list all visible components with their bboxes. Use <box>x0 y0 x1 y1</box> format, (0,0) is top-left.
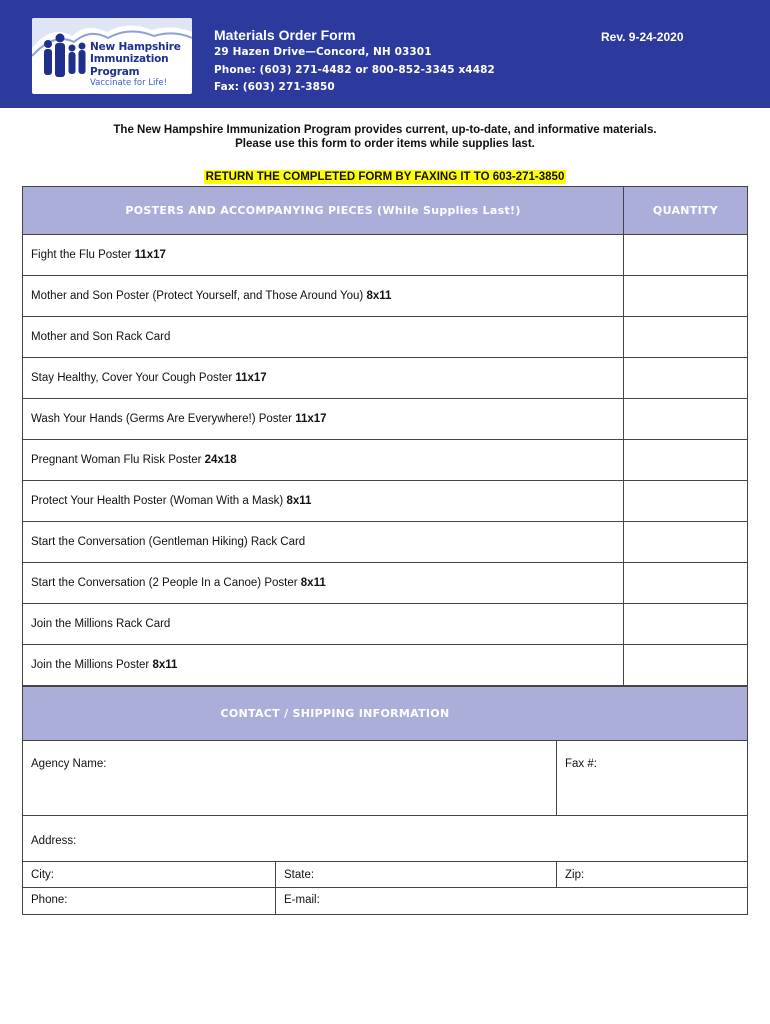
product-row <box>23 440 748 481</box>
product-row <box>23 235 748 276</box>
zip-label: Zip: <box>565 869 585 881</box>
product-name: Join the Millions Poster <box>31 659 150 671</box>
return-notice-wrap <box>0 167 770 185</box>
product-size: 8x11 <box>300 577 326 589</box>
product-row <box>23 317 748 358</box>
quantity-field[interactable] <box>624 604 748 645</box>
product-row <box>23 522 748 563</box>
product-row <box>23 645 748 686</box>
product-name: Mother and Son Poster (Protect Yourself, and Those Around You) <box>31 290 364 302</box>
product-item-cell <box>23 235 624 276</box>
product-item-cell <box>23 317 624 358</box>
quantity-field[interactable] <box>624 481 748 522</box>
products-column-header: POSTERS AND ACCOMPANYING PIECES (While Supplies Last!) <box>23 187 624 235</box>
product-row <box>23 563 748 604</box>
logo-name-line2: Immunization <box>90 53 169 65</box>
quantity-field[interactable] <box>624 563 748 604</box>
product-name: Pregnant Woman Flu Risk Poster <box>31 454 202 466</box>
product-row <box>23 358 748 399</box>
address-row <box>23 816 748 862</box>
intro-line-2: Please use this form to order items while supplies last. <box>235 138 535 150</box>
product-row <box>23 604 748 645</box>
header-band <box>0 0 770 108</box>
intro-line-1: The New Hampshire Immunization Program provides current, up-to-date, and informative materials. <box>113 124 657 136</box>
contact-section-header: CONTACT / SHIPPING INFORMATION <box>23 687 748 741</box>
city-row <box>23 862 748 888</box>
program-address: 29 Hazen Drive—Concord, NH 03301 <box>214 46 432 58</box>
product-item-cell <box>23 645 624 686</box>
product-item-cell <box>23 440 624 481</box>
product-row <box>23 481 748 522</box>
product-item-cell <box>23 399 624 440</box>
logo-name-line1: New Hampshire <box>90 41 181 53</box>
quantity-field[interactable] <box>624 440 748 481</box>
form-title: Materials Order Form <box>214 27 356 43</box>
product-size: 11x17 <box>295 413 327 425</box>
return-notice: RETURN THE COMPLETED FORM BY FAXING IT TO 603-271-3850 <box>205 171 565 183</box>
fax-field[interactable] <box>557 741 748 816</box>
product-item-cell <box>23 604 624 645</box>
quantity-field[interactable] <box>624 317 748 358</box>
fax-label: Fax #: <box>565 758 597 770</box>
product-name: Wash Your Hands (Germs Are Everywhere!) Poster <box>31 413 292 425</box>
quantity-field[interactable] <box>624 276 748 317</box>
logo-tagline: Vaccinate for Life! <box>90 78 168 88</box>
agency-row <box>23 741 748 816</box>
revision-date: Rev. 9-24-2020 <box>601 30 684 44</box>
product-size: 24x18 <box>204 454 237 466</box>
product-name: Start the Conversation (Gentleman Hiking) Rack Card <box>31 536 306 548</box>
phone-field[interactable] <box>23 888 276 915</box>
contact-header-row <box>23 687 748 741</box>
product-name: Mother and Son Rack Card <box>31 331 171 343</box>
product-name: Fight the Flu Poster <box>31 249 132 261</box>
product-item-cell <box>23 358 624 399</box>
product-name: Stay Healthy, Cover Your Cough Poster <box>31 372 233 384</box>
phone-row <box>23 888 748 915</box>
quantity-field[interactable] <box>624 235 748 276</box>
email-label: E-mail: <box>284 894 320 906</box>
product-item-cell <box>23 276 624 317</box>
product-row <box>23 276 748 317</box>
agency-name-label: Agency Name: <box>31 758 107 770</box>
address-label: Address: <box>31 835 77 847</box>
product-item-cell <box>23 481 624 522</box>
products-header-row <box>23 187 748 235</box>
product-size: 8x11 <box>152 659 178 671</box>
state-field[interactable] <box>276 862 557 888</box>
state-label: State: <box>284 869 315 881</box>
agency-name-field[interactable] <box>23 741 557 816</box>
product-size: 11x17 <box>235 372 267 384</box>
product-name: Protect Your Health Poster (Woman With a Mask) <box>31 495 284 507</box>
phone-label: Phone: <box>31 894 68 906</box>
products-table <box>22 186 748 686</box>
quantity-field[interactable] <box>624 645 748 686</box>
product-size: 8x11 <box>366 290 392 302</box>
contact-table <box>22 686 748 915</box>
product-row <box>23 399 748 440</box>
quantity-column-header: QUANTITY <box>624 187 748 235</box>
city-field[interactable] <box>23 862 276 888</box>
program-logo <box>32 18 192 94</box>
product-size: 11x17 <box>134 249 166 261</box>
email-field[interactable] <box>276 888 748 915</box>
product-size: 8x11 <box>286 495 312 507</box>
product-name: Start the Conversation (2 People In a Canoe) Poster <box>31 577 298 589</box>
quantity-field[interactable] <box>624 399 748 440</box>
program-phone: Phone: (603) 271-4482 or 800-852-3345 x4482 <box>214 64 495 76</box>
product-item-cell <box>23 522 624 563</box>
program-fax: Fax: (603) 271-3850 <box>214 81 335 93</box>
product-name: Join the Millions Rack Card <box>31 618 171 630</box>
city-label: City: <box>31 869 54 881</box>
address-field[interactable] <box>23 816 748 862</box>
quantity-field[interactable] <box>624 522 748 563</box>
logo-name-line3: Program <box>90 66 140 78</box>
zip-field[interactable] <box>557 862 748 888</box>
quantity-field[interactable] <box>624 358 748 399</box>
product-item-cell <box>23 563 624 604</box>
